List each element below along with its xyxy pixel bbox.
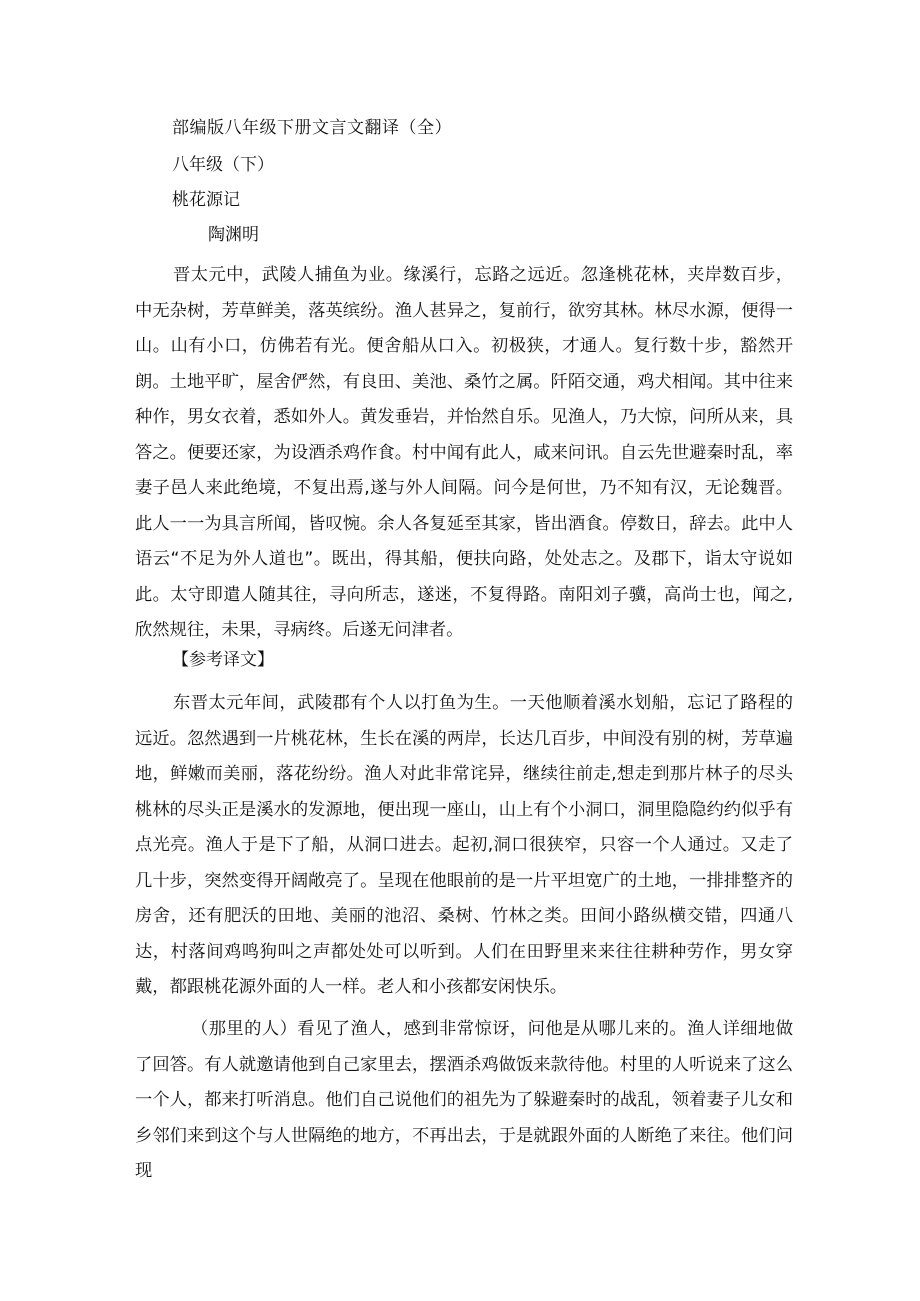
grade-heading: 八年级（下） [172, 155, 274, 175]
author-name: 陶渊明 [208, 225, 259, 245]
document-title: 部编版八年级下册文言文翻译（全） [172, 118, 452, 138]
translation-paragraph-1: 东晋太元年间，武陵郡有个人以打鱼为生。一天他顺着溪水划船，忘记了路程的远近。忽然遇到一片桃花林，生长在溪的两岸，长达几百步，中间没有别的树，芳草遍地，鲜嫩而美丽，落花纷纷。渔人对此非常诧异，继续往前走,想走到那片林子的尽头桃林的尽头正是溪水的发源地，便出现一座山，山上有个小洞口，洞里隐隐约约似乎有点光亮。渔人于是下了船，从洞口进去。起初,洞口很狭窄，只容一个人通过。又走了几十步，突然变得开阔敞亮了。呈现在他眼前的是一片平坦宽广的土地，一排排整齐的房舍，还有肥沃的田地、美丽的池沼、桑树、竹林之类。田间小路纵横交错，四通八达，村落间鸡鸣狗叫之声都处处可以听到。人们在田野里来来往往耕种劳作，男女穿戴，都跟桃花源外面的人一样。老人和小孩都安闲快乐。 [135, 693, 793, 997]
piece-title: 桃花源记 [172, 190, 240, 210]
translation-paragraph-2: （那里的人）看见了渔人，感到非常惊讶，问他是从哪儿来的。渔人详细地做了回答。有人就邀请他到自己家里去，摆酒杀鸡做饭来款待他。村里的人听说来了这么一个人，都来打听消息。他们自己说他们的祖先为了躲避秦时的战乱，领着妻子儿女和乡邻们来到这个与人世隔绝的地方，不再出去，于是就跟外面的人断绝了来往。他们问现 [135, 1019, 793, 1181]
original-text-paragraph: 晋太元中，武陵人捕鱼为业。缘溪行，忘路之远近。忽逢桃花林，夹岸数百步，中无杂树，芳草鲜美，落英缤纷。渔人甚异之，复前行，欲穷其林。林尽水源，便得一山。山有小口，仿佛若有光。便舍船从口入。初极狭，才通人。复行数十步，豁然开朗。土地平旷，屋舍俨然，有良田、美池、桑竹之属。阡陌交通，鸡犬相闻。其中往来种作，男女衣着，悉如外人。黄发垂岩，并怡然自乐。见渔人，乃大惊，问所从来，具答之。便要还家，为设酒杀鸡作食。村中闻有此人，咸来问讯。自云先世避秦时乱，率妻子邑人来此绝境，不复出焉,遂与外人间隔。问今是何世，乃不知有汉，无论魏晋。此人一一为具言所闻，皆叹惋。余人各复延至其家，皆出酒食。停数日，辞去。此中人语云“不足为外人道也”。既出，得其船，便扶向路，处处志之。及郡下，诣太守说如此。太守即遣人随其往，寻向所志，遂迷，不复得路。南阳刘子骥，高尚士也，闻之,欣然规往，未果，寻病终。后遂无问津者。 [135, 265, 793, 640]
reference-translation-label: 【参考译文】 [172, 650, 274, 670]
